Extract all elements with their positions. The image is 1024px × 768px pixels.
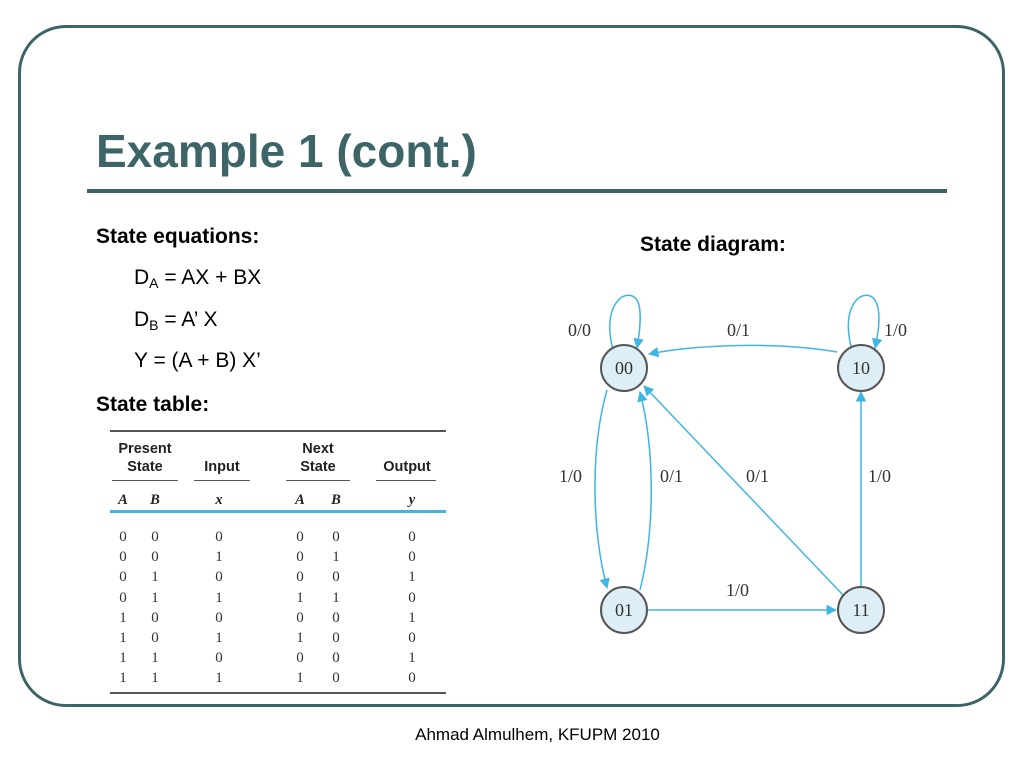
table-cell: 0 [215,650,223,667]
table-cell: 0 [215,609,223,626]
table-cell: 0 [332,569,340,586]
edge-10-self [848,295,879,350]
state-node-01 [601,587,647,633]
table-cell: 0 [151,630,159,646]
edge-label-01-11: 1/0 [726,580,750,600]
table-cell: 0 [408,670,416,687]
table-cell: 1 [296,589,304,606]
slide-footer: Ahmad Almulhem, KFUPM 2010 [415,725,660,744]
slide-title: Example 1 (cont.) [96,125,477,177]
table-cell: 1 [215,670,223,687]
table-cell: 1 [119,609,127,626]
edge-01-00 [640,392,651,590]
table-cell: 0 [408,529,416,545]
table-cell: 0 [151,529,159,545]
header-input: Input [204,459,240,475]
equation-da: $D_A$ = AX + BX [134,266,262,291]
col-label-b: B [150,492,160,508]
table-cell: 1 [332,549,340,566]
header-present-state: Present State [118,441,172,475]
table-cell: 0 [296,549,304,566]
table-cell: 1 [119,670,127,687]
edge-00-self [610,295,640,350]
edge-00-01 [595,390,607,588]
edge-label-00-01: 1/0 [559,466,583,486]
edge-label-10-self: 1/0 [884,320,908,340]
col-label-next-a: A [295,492,305,508]
state-node-label: 11 [852,600,870,620]
equation-y: Y = (A + B) X’ [134,349,261,372]
table-cell: 0 [296,609,304,626]
table-cell: 0 [332,529,340,545]
state-node-label: 01 [615,600,633,620]
table-cell: 0 [408,630,416,646]
equation-db: $D_B = A$’ X [134,308,218,333]
edge-label-10-00: 0/1 [727,320,751,340]
state-node-label: 00 [615,358,633,378]
table-cell: 0 [296,650,304,667]
state-node-00 [601,345,647,391]
table-cell: 0 [296,529,304,545]
state-node-label: 10 [852,358,870,378]
table-cell: 0 [151,549,159,566]
col-label-y: y [408,492,416,508]
header-output: Output [383,459,431,475]
table-cell: 0 [119,589,127,606]
col-label-next-b: B [331,492,341,508]
table-cell: 1 [296,670,304,687]
table-cell: 1 [119,650,127,667]
table-cell: 0 [119,569,127,586]
table-cell: 0 [332,630,340,646]
state-equations-heading: State equations: [96,225,260,248]
table-cell: 0 [332,609,340,626]
table-cell: 0 [151,609,159,626]
state-diagram-heading: State diagram: [640,233,786,256]
table-cell: 0 [408,589,416,606]
table-cell: 1 [151,589,159,606]
edge-label-01-00: 0/1 [660,466,684,486]
edge-label-00-self: 0/0 [568,320,592,340]
state-node-10 [838,345,884,391]
table-cell: 0 [215,529,223,545]
table-cell: 1 [408,609,416,626]
table-cell: 0 [119,529,127,545]
state-table-heading: State table: [96,393,210,416]
header-next-state: Next State [300,441,336,475]
col-label-a: A [118,492,128,508]
table-cell: 0 [332,670,340,687]
table-cell: 1 [215,589,223,606]
col-label-x: x [215,492,223,508]
table-cell: 1 [408,569,416,586]
table-cell: 1 [408,650,416,667]
table-cell: 1 [215,630,223,646]
table-cell: 1 [151,650,159,667]
edge-label-11-10: 1/0 [868,466,892,486]
table-cell: 0 [332,650,340,667]
table-cell: 1 [215,549,223,566]
table-cell: 1 [332,589,340,606]
edge-11-00 [644,386,843,595]
table-cell: 1 [119,630,127,646]
table-cell: 0 [119,549,127,566]
edge-label-11-00: 0/1 [746,466,770,486]
table-cell: 1 [151,569,159,586]
state-node-11 [838,587,884,633]
table-cell: 1 [296,630,304,646]
edge-10-00 [649,345,837,354]
table-cell: 1 [151,670,159,687]
table-cell: 0 [215,569,223,586]
table-cell: 0 [296,569,304,586]
table-cell: 0 [408,549,416,566]
